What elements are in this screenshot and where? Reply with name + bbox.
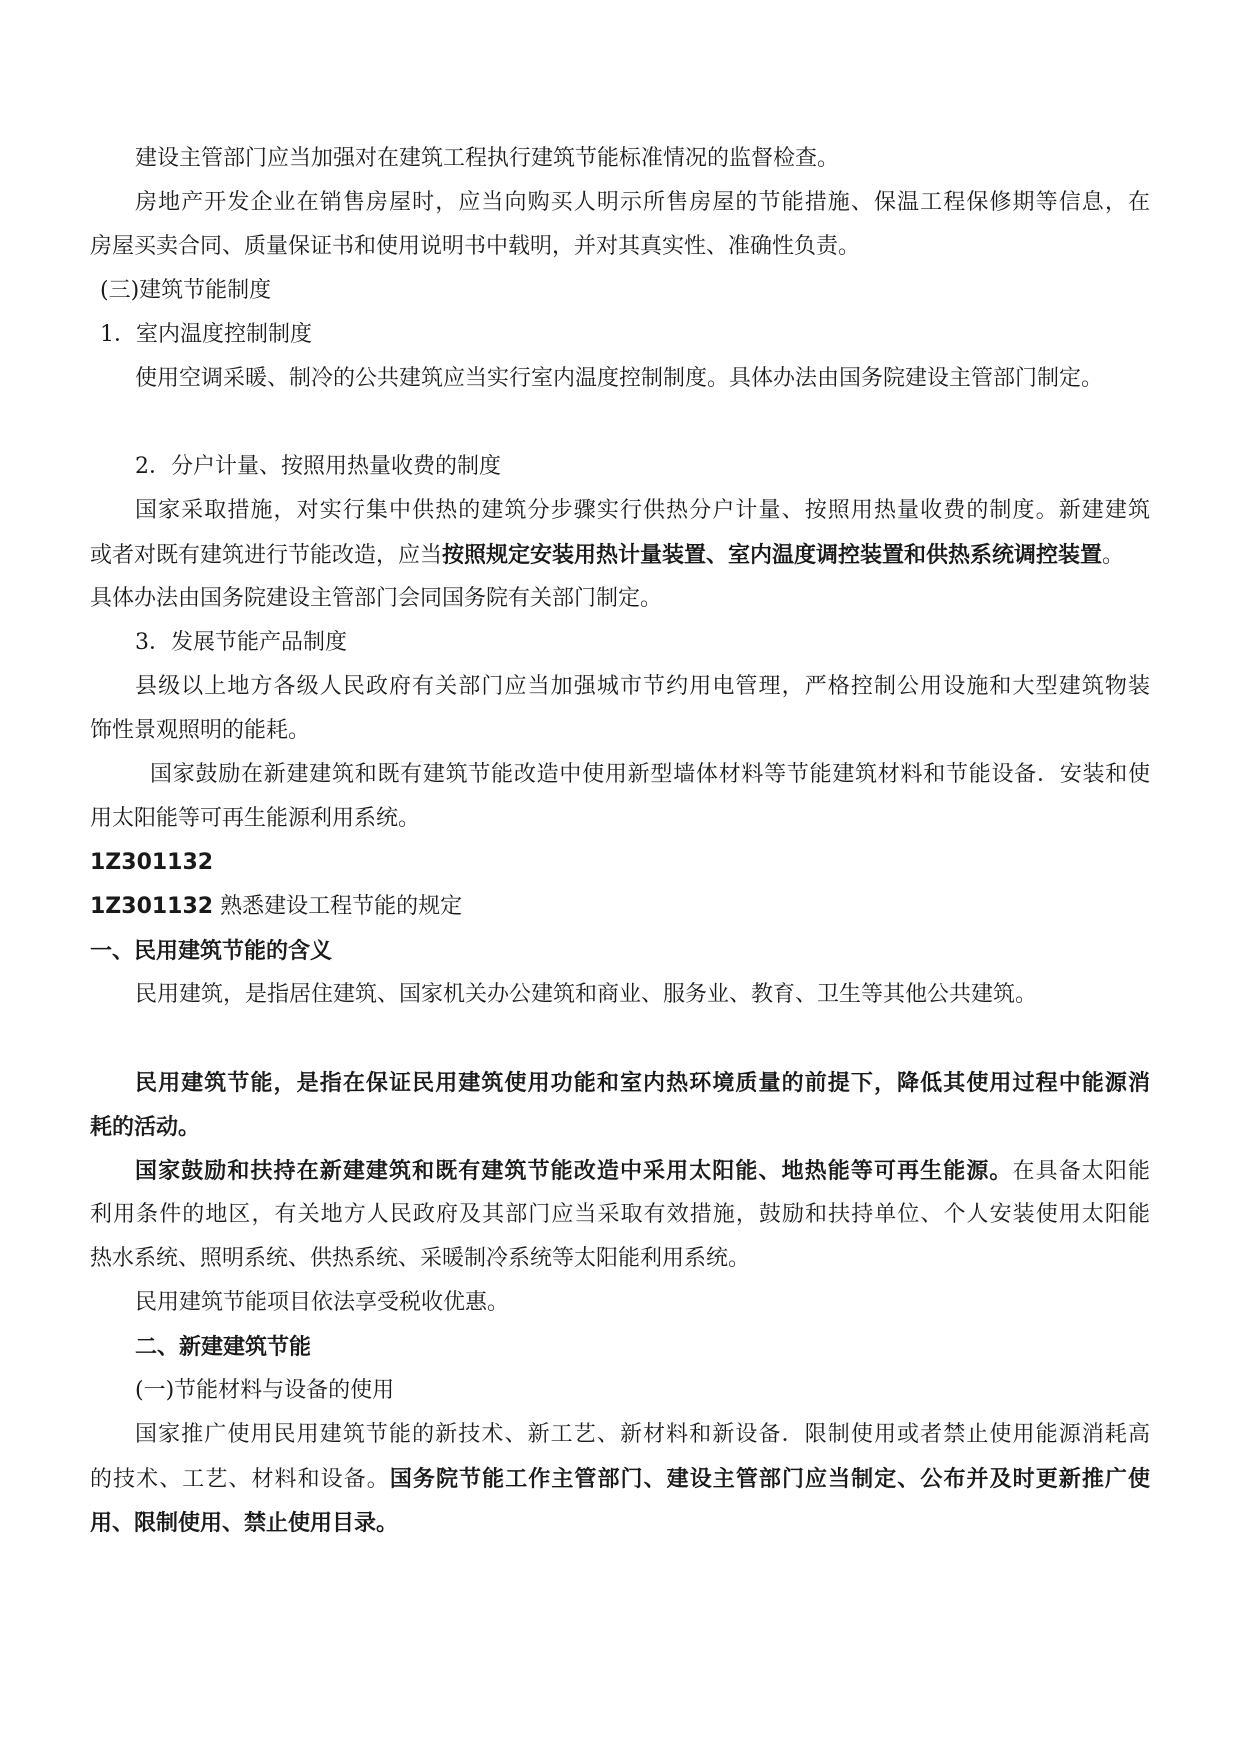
paragraph-text-normal: 。 [1102, 543, 1125, 568]
paragraph-text-bold: 国务院节能工作主管部门、建设主管部门应当制定、公布并及时更新推广使 [389, 1466, 1150, 1492]
subsection-heading: 3．发展节能产品制度 [135, 630, 347, 655]
paragraph-text-bold: 耗的活动。 [90, 1114, 201, 1140]
paragraph-text [90, 540, 1150, 570]
paragraph-text: 用太阳能等可再生能源利用系统。 [90, 806, 421, 831]
paragraph-text-normal: 在具备太阳能 [1012, 1159, 1150, 1184]
paragraph-text: 县级以上地方各级人民政府有关部门应当加强城市节约用电管理，严格控制公用设施和大型建筑物装 [135, 674, 1150, 699]
subsection-heading: 2．分户计量、按照用热量收费的制度 [135, 454, 501, 479]
section-heading: 一、民用建筑节能的含义 [90, 938, 333, 964]
paragraph-text-bold: 民用建筑节能，是指在保证民用建筑使用功能和室内热环境质量的前提下，降低其使用过程中能源消 [135, 1070, 1150, 1096]
paragraph-text: 热水系统、照明系统、供热系统、采暖制冷系统等太阳能利用系统。 [90, 1246, 751, 1271]
paragraph-text-bold: 按照规定安装用热计量装置、室内温度调控装置和供热系统调控装置 [442, 542, 1103, 568]
paragraph-text [135, 1156, 1150, 1186]
paragraph-text: 房屋买卖合同、质量保证书和使用说明书中载明，并对其真实性、准确性负责。 [90, 234, 861, 259]
paragraph-text-bold: 用、限制使用、禁止使用目录。 [90, 1510, 399, 1536]
paragraph-text: 国家采取措施，对实行集中供热的建筑分步骤实行供热分户计量、按照用热量收费的制度。新建建筑 [135, 498, 1150, 523]
section-heading: (三)建筑节能制度 [100, 278, 272, 303]
section-code: 1Z301132 [90, 850, 214, 875]
code-heading [90, 892, 1150, 922]
paragraph-text: 建设主管部门应当加强对在建筑工程执行建筑节能标准情况的监督检查。 [135, 146, 840, 171]
section-code: 1Z301132 [90, 894, 214, 919]
paragraph-text: 民用建筑节能项目依法享受税收优惠。 [135, 1290, 510, 1315]
subsection-heading: (一)节能材料与设备的使用 [135, 1378, 395, 1403]
paragraph-text: 具体办法由国务院建设主管部门会同国务院有关部门制定。 [90, 586, 663, 611]
section-title: 熟悉建设工程节能的规定 [220, 894, 463, 919]
paragraph-text-normal: 或者对既有建筑进行节能改造，应当 [90, 543, 443, 568]
paragraph-text: 房地产开发企业在销售房屋时，应当向购买人明示所售房屋的节能措施、保温工程保修期等信息，在 [135, 190, 1150, 215]
paragraph-text: 国家鼓励在新建建筑和既有建筑节能改造中使用新型墙体材料等节能建筑材料和节能设备．安装和使 [150, 762, 1150, 787]
paragraph-text-normal: 的技术、工艺、材料和设备。 [90, 1467, 390, 1492]
paragraph-text [90, 1464, 1150, 1494]
subsection-heading: 1．室内温度控制制度 [100, 322, 312, 347]
section-heading: 二、新建建筑节能 [135, 1334, 312, 1360]
code-heading [90, 848, 1150, 878]
paragraph-text: 民用建筑，是指居住建筑、国家机关办公建筑和商业、服务业、教育、卫生等其他公共建筑。 [135, 982, 1038, 1007]
paragraph-text: 利用条件的地区，有关地方人民政府及其部门应当采取有效措施，鼓励和扶持单位、个人安装使用太阳能 [90, 1202, 1150, 1227]
paragraph-text: 国家推广使用民用建筑节能的新技术、新工艺、新材料和新设备．限制使用或者禁止使用能源消耗高 [135, 1422, 1150, 1447]
paragraph-text-bold: 国家鼓励和扶持在新建建筑和既有建筑节能改造中采用太阳能、地热能等可再生能源。 [135, 1158, 1013, 1184]
paragraph-text: 使用空调采暖、制冷的公共建筑应当实行室内温度控制制度。具体办法由国务院建设主管部门制定。 [135, 366, 1104, 391]
paragraph-text: 饰性景观照明的能耗。 [90, 718, 311, 743]
